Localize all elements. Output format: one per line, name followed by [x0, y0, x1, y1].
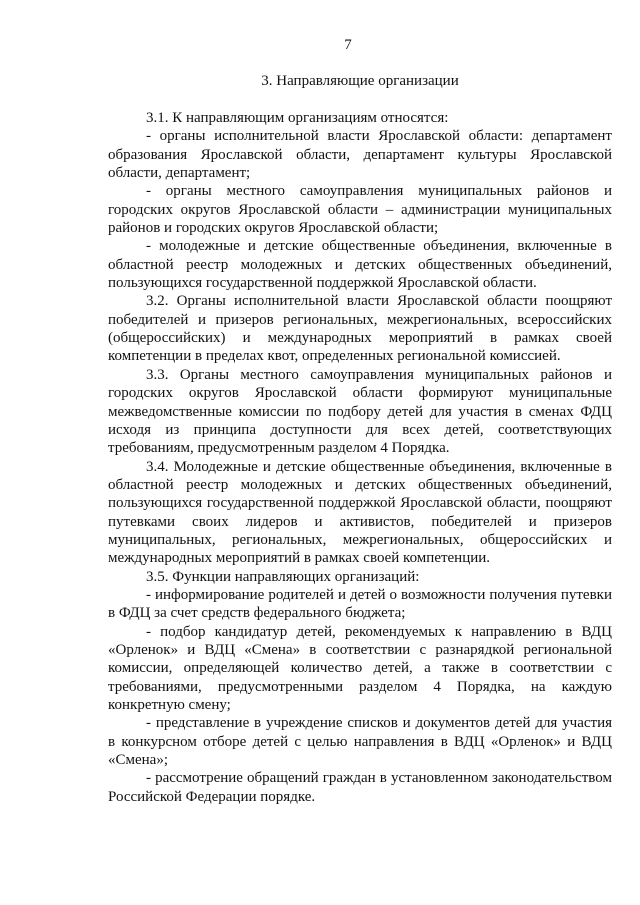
list-item-executive-bodies: - органы исполнительной власти Ярославской области: департамент образования Ярославской области, департамент культуры Ярославской области, департамент; — [108, 128, 612, 182]
function-item-appeals: - рассмотрение обращений граждан в установленном законодательством Российской Федерации порядке. — [108, 770, 612, 805]
paragraph-3-2: 3.2. Органы исполнительной власти Ярославской области поощряют победителей и призеров региональных, межрегиональных, всероссийских (общероссийских) и международных мероприятий в рамках своей компетенции в пределах квот, определенных региональной комиссией. — [108, 293, 612, 365]
section-body — [108, 109, 612, 806]
paragraph-3-3: 3.3. Органы местного самоуправления муниципальных районов и городских округов Ярославской области формируют муниципальные межведомственные комиссии по подбору детей для участия в сменах ФДЦ исходя из принципа доступности для всех детей, соответствующих требованиям, предусмотренным разделом 4 Порядка. — [108, 366, 612, 457]
function-item-selection: - подбор кандидатур детей, рекомендуемых к направлению в ВДЦ «Орленок» и ВДЦ «Смена» в соответствии с разнарядкой региональной комиссии, определяющей количество детей, а также в соответствии с требованиями, предусмотренными разделом 4 Порядка, на каждую конкретную смену; — [108, 623, 612, 713]
paragraph-3-5: 3.5. Функции направляющих организаций: — [146, 568, 420, 585]
list-item-local-government: - органы местного самоуправления муниципальных районов и городских округов Ярославской области – администрации муниципальных районов и городских округов Ярославской области; — [108, 183, 612, 237]
section-heading: 3. Направляющие организации — [261, 73, 459, 89]
page-number: 7 — [344, 37, 352, 53]
list-item-youth-associations: - молодежные и детские общественные объединения, включенные в областной реестр молодежных и детских общественных объединений, пользующихся государственной поддержкой Ярославской области. — [108, 238, 612, 292]
paragraph-3-4: 3.4. Молодежные и детские общественные объединения, включенные в областной реестр молодежных и детских общественных объединений, пользующихся государственной поддержкой Ярославской области, поощряют путевками своих лидеров и активистов, победителей и призеров муниципальных, региональных, межрегиональных, общероссийских и международных мероприятий в рамках своей компетенции. — [108, 458, 612, 567]
paragraph-3-1: 3.1. К направляющим организациям относятся: — [146, 110, 449, 126]
function-item-submission: - представление в учреждение списков и документов детей для участия в конкурсном отборе детей с целью направления в ВДЦ «Орленок» и ВДЦ «Смена»; — [108, 715, 612, 769]
function-item-informing: - информирование родителей и детей о возможности получения путевки в ФДЦ за счет средств федерального бюджета; — [108, 586, 612, 622]
